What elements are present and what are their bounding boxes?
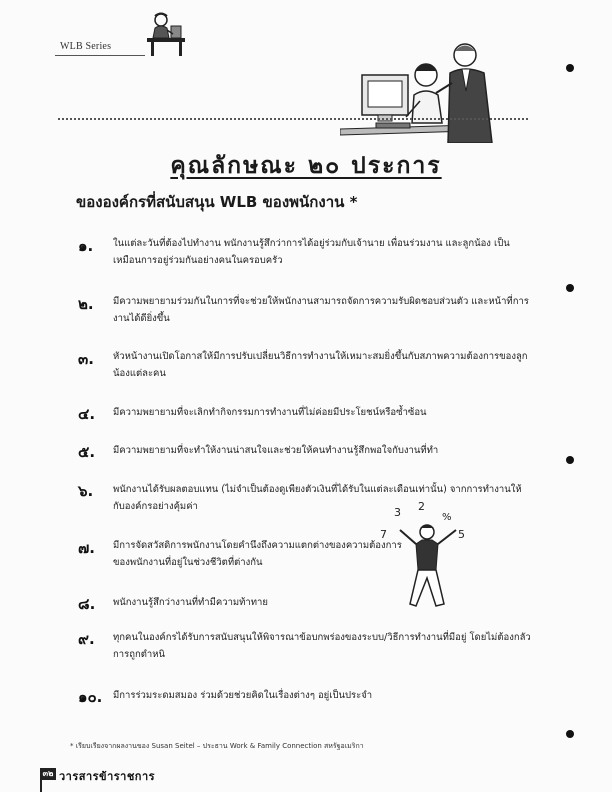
juggler-illustration [372, 500, 482, 612]
source-footnote: * เรียบเรียงจากผลงานของ Susan Seitel – ประธาน Work & Family Connection สหรัฐอเมริกา [70, 742, 364, 750]
page-number: ๓๒ [40, 768, 56, 780]
list-item-text: มีการร่วมระดมสมอง ร่วมด้วยช่วยคิดในเรื่องต่างๆ อยู่เป็นประจำ [113, 690, 373, 701]
list-item-number: ๘. [78, 595, 96, 613]
binder-hole [566, 64, 574, 72]
section-divider [58, 118, 528, 120]
list-item-number: ๒. [78, 295, 94, 313]
series-label: WLB Series [60, 41, 112, 52]
juggled-number: 7 [380, 528, 387, 541]
list-item-text: ในแต่ละวันที่ต้องไปทำงาน พนักงานรู้สึกว่าการได้อยู่ร่วมกับเจ้านาย เพื่อนร่วมงาน และลูกน้อง เป็นเหมือนการอยู่ร่วมกันอย่างคนในครอบครัว [113, 238, 510, 266]
list-item-number: ๓. [78, 350, 94, 368]
list-item-number: ๖. [78, 482, 94, 500]
list-item-text: หัวหน้างานเปิดโอกาสให้มีการปรับเปลี่ยนวิธีการทำงานให้เหมาะสมยิ่งขึ้นกับสภาพความต้องการของลูกน้องแต่ละคน [113, 351, 528, 379]
binder-hole [566, 456, 574, 464]
page-title: คุณลักษณะ ๒๐ ประการ [170, 153, 442, 179]
mentor-and-worker-illustration [340, 43, 510, 143]
list-item-text: พนักงานได้รับผลตอบแทน (ไม่จำเป็นต้องดูเพียงตัวเงินที่ได้รับในแต่ละเดือนเท่านั้น) จากการทำงานให้กับองค์กรอย่างคุ้มค่า [113, 484, 522, 512]
header-rule [55, 55, 145, 56]
binder-hole [566, 284, 574, 292]
page-subtitle: ขององค์กรที่สนับสนุน WLB ของพนักงาน * [76, 193, 358, 211]
list-item-number: ๙. [78, 630, 95, 648]
list-item-text: มีความพยายามที่จะเลิกทำกิจกรรมการทำงานที่ไม่ค่อยมีประโยชน์หรือซ้ำซ้อน [113, 407, 427, 418]
publication-name: วารสารข้าราชการ [59, 770, 156, 783]
juggled-number: 2 [418, 500, 425, 513]
list-item-number: ๑๐. [78, 688, 103, 706]
list-item-number: ๕. [78, 443, 96, 461]
list-item-text: มีการจัดสวัสดิการพนักงานโดยคำนึงถึงความแตกต่างของความต้องการของพนักงานที่อยู่ในช่วงชีวิตที่ต่างกัน [113, 540, 402, 568]
juggled-number: 5 [458, 528, 465, 541]
list-item-number: ๔. [78, 405, 96, 423]
list-item-number: ๑. [78, 237, 94, 255]
list-item-text: พนักงานรู้สึกว่างานที่ทำมีความท้าทาย [113, 597, 268, 608]
juggled-number: 3 [394, 506, 401, 519]
list-item-text: มีความพยายามร่วมกันในการที่จะช่วยให้พนักงานสามารถจัดการความรับผิดชอบส่วนตัว และหน้าที่การงานได้ดียิ่งขึ้น [113, 296, 529, 324]
list-item-text: มีความพยายามที่จะทำให้งานน่าสนใจและช่วยให้คนทำงานรู้สึกพอใจกับงานที่ทำ [113, 445, 439, 456]
juggled-percent: % [442, 512, 452, 523]
list-item-number: ๗. [78, 539, 95, 557]
list-item-text: ทุกคนในองค์กรได้รับการสนับสนุนให้พิจารณาข้อบกพร่องของระบบ/วิธีการทำงานที่มีอยู่ โดยไม่ต้องกลัวการถูกตำหนิ [113, 632, 531, 660]
office-worker-illustration [139, 12, 189, 57]
binder-hole [566, 730, 574, 738]
